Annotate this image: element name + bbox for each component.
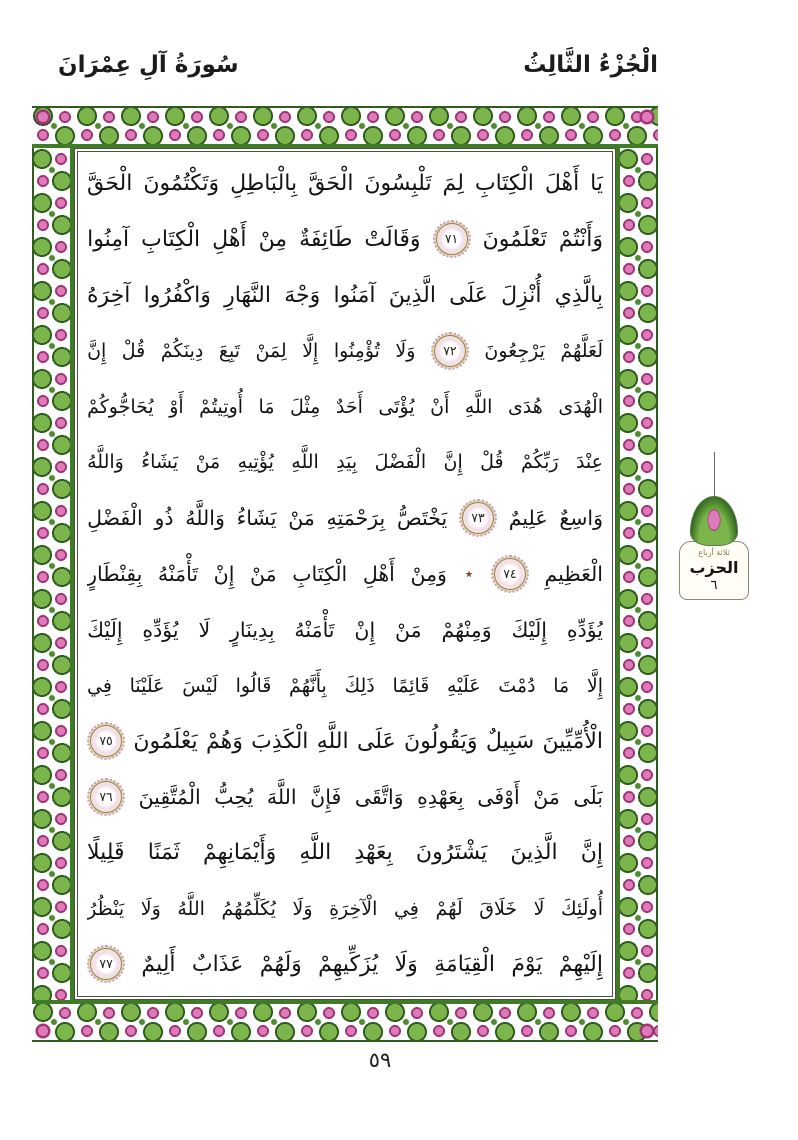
quran-line: [87, 213, 603, 266]
quran-word: اللَّهِ: [291, 451, 319, 474]
quran-line: [87, 324, 603, 377]
hizb-number: ٦: [710, 578, 718, 594]
quran-line: [87, 269, 603, 322]
quran-word: مَنْ: [395, 617, 422, 642]
hizb-label: الحزب: [689, 557, 739, 577]
quran-word: بِعَهْدِ: [354, 840, 393, 866]
quran-word: لَا: [533, 897, 545, 920]
quran-word: الْقِيَامَةِ: [434, 951, 495, 977]
page-number: ٥٩: [368, 1048, 392, 1072]
quran-line: [87, 938, 603, 991]
quran-word: وَاللَّهُ: [87, 451, 124, 474]
quran-word: وَلَهُمْ: [259, 951, 302, 977]
ayah-number: ٧٦: [99, 788, 113, 804]
quran-word: قُلْ: [121, 339, 146, 362]
quran-word: يَرْجِعُونَ: [484, 339, 545, 362]
quran-line: [87, 826, 603, 879]
frame-border-bottom: [32, 1000, 658, 1042]
quran-word: تَأْمَنْهُ: [294, 617, 335, 642]
quran-word: لَيْسَ: [182, 674, 218, 697]
quran-word: وَاكْفُرُوا: [143, 282, 211, 308]
quran-word: يُؤَدِّهِ: [566, 617, 603, 642]
quran-word: قَالُوا: [235, 674, 272, 697]
quran-word: أَهْلِ: [212, 226, 247, 252]
ayah-end-marker: [90, 948, 122, 980]
ayah-number: ٧٧: [99, 956, 113, 972]
quran-word: لَعَلَّهُمْ: [560, 339, 603, 362]
quran-word: عِنْدَ: [575, 451, 603, 474]
frame-border-right: [616, 148, 658, 1000]
quran-word: وَأَيْمَانِهِمْ: [203, 840, 277, 866]
quran-word: بَلَى: [573, 785, 603, 810]
quran-word: يُؤَدِّهِ: [142, 617, 179, 642]
quran-word: اللَّهِ: [316, 728, 349, 754]
quran-word: يَنْظُرُ: [87, 897, 125, 920]
ayah-number: ٧٥: [99, 733, 113, 749]
ayah-number: ٧٤: [503, 565, 517, 581]
quran-word: عَلَى: [449, 282, 488, 308]
quran-word: الَّذِينَ: [510, 840, 558, 866]
hizb-marker: [676, 452, 752, 600]
quran-word: بِدِينَارٍ: [230, 617, 275, 642]
ayah-end-marker: [90, 725, 122, 757]
quran-word: لِمَنْ: [255, 339, 287, 362]
quran-word: اللَّهُ: [177, 897, 205, 920]
ayah-number: ٧٣: [471, 509, 485, 525]
quran-word: تُؤْمِنُوا: [333, 339, 380, 362]
quran-word: إِلَّا: [302, 339, 319, 362]
quran-word: يَشْتَرُونَ: [415, 840, 488, 866]
quran-word: مَا: [258, 395, 275, 418]
surah-header: سُورَةُ آلِ عِمْرَانَ: [58, 52, 239, 78]
quran-word: لَهُمْ: [435, 897, 463, 920]
quran-word: عَلَيْهِ: [447, 674, 481, 697]
quran-word: أَوْفَى: [477, 785, 520, 810]
quran-word: وَيَقُولُونَ: [404, 728, 478, 754]
quran-line: [87, 380, 603, 433]
frame-border-left: [32, 148, 74, 1000]
frame-border-top: [32, 106, 658, 148]
quran-line: [87, 659, 603, 712]
ayah-end-marker: [462, 502, 494, 534]
quran-word: إِلَيْكَ: [87, 617, 123, 642]
quran-line: [87, 492, 603, 545]
quran-word: وَاسِعٌ: [559, 506, 603, 531]
quran-word: قَلِيلًا: [87, 840, 125, 866]
quran-word: قَائِمًا: [392, 674, 430, 697]
quran-word: إِنَّ: [580, 840, 603, 866]
quran-word: عَلَيْنَا: [129, 674, 165, 697]
quran-word: عَلِيمٌ: [508, 506, 548, 531]
quran-word: يَشَاءُ: [141, 451, 179, 474]
quran-word: بِالَّذِي: [554, 282, 603, 308]
quran-word: يَعْلَمُونَ: [133, 728, 198, 754]
quran-word: وَقَالَتْ: [364, 226, 421, 252]
quran-word: بِعَهْدِهِ: [417, 785, 464, 810]
quran-word: الْهُدَى: [558, 395, 603, 418]
quran-word: يُحِبُّ: [214, 785, 254, 810]
quran-word: مَا: [553, 674, 570, 697]
hizb-plaque: [679, 541, 749, 600]
corner-flower-icon: [638, 108, 656, 126]
quran-word: يُحَاجُّوكُمْ: [87, 395, 154, 418]
quran-line: [87, 882, 603, 935]
quran-word: الْكِتَابِ: [474, 171, 534, 196]
quran-word: لَا: [198, 617, 211, 642]
quran-word: آمِنُوا: [87, 226, 130, 252]
quran-word: ذَلِكَ: [344, 674, 375, 697]
quran-word: دِينَكُمْ: [160, 339, 204, 362]
quran-word: هُدَى: [507, 395, 543, 418]
quran-word: تَلْبِسُونَ: [364, 171, 432, 196]
quran-word: اللَّهِ: [299, 840, 332, 866]
quran-word: فِي: [393, 897, 419, 920]
quran-word: إِنْ: [213, 561, 235, 586]
quran-word: أُنْزِلَ: [501, 282, 542, 308]
quran-word: مِنْ: [258, 226, 288, 252]
quran-word: طَائِفَةٌ: [299, 226, 353, 252]
quran-line: [87, 157, 603, 210]
quran-word: ثَمَنًا: [147, 840, 180, 866]
quran-word: الْمُتَّقِينَ: [138, 785, 201, 810]
quran-word: الْحَقَّ: [87, 171, 133, 196]
corner-flower-icon: [638, 1022, 656, 1040]
quran-word: تَأْمَنْهُ: [157, 561, 199, 586]
quran-word: وَلَا: [394, 951, 418, 977]
quran-word: مِثْلَ: [290, 395, 321, 418]
quran-word: أَوْ: [169, 395, 184, 418]
quran-word: يُكَلِّمُهُمُ: [221, 897, 276, 920]
quran-word: وَجْهَ: [284, 282, 321, 308]
quran-word: تَعْلَمُونَ: [482, 226, 547, 252]
quran-word: وَأَنْتُمْ: [558, 226, 603, 252]
quran-word: إِنْ: [354, 617, 376, 642]
quran-word: وَمِنْهُمْ: [441, 617, 492, 642]
rub-el-hizb-icon: ٭: [464, 564, 474, 584]
quran-word: وَمِنْ: [410, 561, 447, 586]
quran-word: لِمَ: [442, 171, 464, 196]
quran-word: فِي: [87, 674, 112, 697]
quran-word: بِيَدِ: [336, 451, 358, 474]
quran-word: إِنَّ: [443, 451, 463, 474]
quran-word: وَاتَّقَى: [354, 785, 404, 810]
quran-word: دُمْتَ: [498, 674, 536, 697]
quran-word: اللَّهِ: [464, 395, 493, 418]
quran-word: الْحَقَّ: [308, 171, 354, 196]
quran-word: يَخْتَصُّ: [397, 506, 448, 531]
quran-word: يُزَكِّيهِمْ: [318, 951, 379, 977]
quran-text-area: [74, 148, 616, 1000]
quran-line: [87, 715, 603, 768]
quran-word: الْكَذِبَ: [251, 728, 309, 754]
quran-word: أَلِيمٌ: [141, 951, 176, 977]
ayah-number: ٧٢: [443, 342, 457, 358]
quran-word: خَلَاقَ: [479, 897, 518, 920]
quran-word: الْكِتَابِ: [141, 226, 201, 252]
quran-word: الْعَظِيمِ: [544, 561, 603, 586]
quran-line: [87, 603, 603, 656]
quran-word: إِلَّا: [586, 674, 603, 697]
quran-word: الْفَضْلَ: [374, 451, 427, 474]
ayah-end-marker: [494, 558, 526, 590]
quran-word: بِرَحْمَتِهِ: [326, 506, 386, 531]
quran-line: [87, 436, 603, 489]
quran-word: إِلَيْكَ: [511, 617, 547, 642]
quran-word: أَهْلَ: [544, 171, 580, 196]
hizb-fraction-label: ثلاثة أرباع: [698, 548, 730, 557]
quran-word: تَبِعَ: [218, 339, 240, 362]
quran-word: قُلْ: [480, 451, 504, 474]
quran-word: اللَّهَ: [266, 785, 297, 810]
quran-word: بِقِنْطَارٍ: [87, 561, 143, 586]
quran-word: أَحَدٌ: [335, 395, 363, 418]
corner-flower-icon: [34, 108, 52, 126]
ornamental-frame: [32, 106, 658, 1042]
quran-word: مَنْ: [533, 785, 560, 810]
ayah-number: ٧١: [444, 231, 459, 247]
quran-word: عَذَابٌ: [191, 951, 244, 977]
quran-word: عَلَى: [356, 728, 396, 754]
quran-word: مَنْ: [250, 561, 277, 586]
quran-word: بِأَنَّهُمْ: [289, 674, 327, 697]
quran-word: وَاللَّهُ: [185, 506, 225, 531]
corner-flower-icon: [34, 1022, 52, 1040]
quran-word: يَوْمَ: [511, 951, 543, 977]
quran-word: ذُو: [154, 506, 174, 531]
quran-word: وَتَكْتُمُونَ: [143, 171, 220, 196]
hizb-marker-stem: [714, 452, 715, 496]
quran-word: آخِرَهُ: [87, 282, 131, 308]
quran-word: سَبِيلٌ: [485, 728, 535, 754]
quran-word: الْفَضْلِ: [87, 506, 143, 531]
quran-word: يَا: [590, 171, 603, 196]
quran-line: [87, 771, 603, 824]
ayah-end-marker: [434, 335, 466, 367]
quran-word: وَهُمْ: [205, 728, 243, 754]
quran-word: يُؤْتَى: [378, 395, 415, 418]
quran-line: [87, 547, 603, 600]
quran-word: إِنَّ: [87, 339, 107, 362]
quran-word: أَهْلِ: [362, 561, 395, 586]
quran-word: يُؤْتِيهِ: [237, 451, 274, 474]
quran-word: بِالْبَاطِلِ: [230, 171, 298, 196]
quran-word: مَنْ: [195, 451, 221, 474]
ayah-end-marker: [90, 781, 122, 813]
juz-header: الْجُزْءُ الثَّالِثُ: [523, 52, 658, 78]
quran-word: الْأُمِّيِّينَ: [542, 728, 603, 754]
quran-word: الْآخِرَةِ: [329, 897, 378, 920]
quran-word: إِلَيْهِمْ: [558, 951, 603, 977]
quran-word: رَبِّكُمْ: [520, 451, 559, 474]
quran-word: وَلَا: [292, 897, 313, 920]
quran-word: آمَنُوا: [333, 282, 376, 308]
quran-word: أُوتِيتُمْ: [199, 395, 244, 418]
quran-word: الَّذِينَ: [388, 282, 436, 308]
quran-word: يَشَاءُ: [236, 506, 277, 531]
hizb-dome-ornament-icon: [690, 496, 738, 546]
quran-word: فَإِنَّ: [310, 785, 342, 810]
quran-word: أَنْ: [430, 395, 450, 418]
quran-word: مَنْ: [288, 506, 315, 531]
quran-word: الْكِتَابِ: [292, 561, 348, 586]
quran-word: أُولَئِكَ: [561, 897, 603, 920]
quran-word: وَلَا: [140, 897, 161, 920]
ayah-end-marker: [436, 223, 468, 255]
quran-word: وَلَا: [395, 339, 416, 362]
quran-word: النَّهَارِ: [224, 282, 271, 308]
